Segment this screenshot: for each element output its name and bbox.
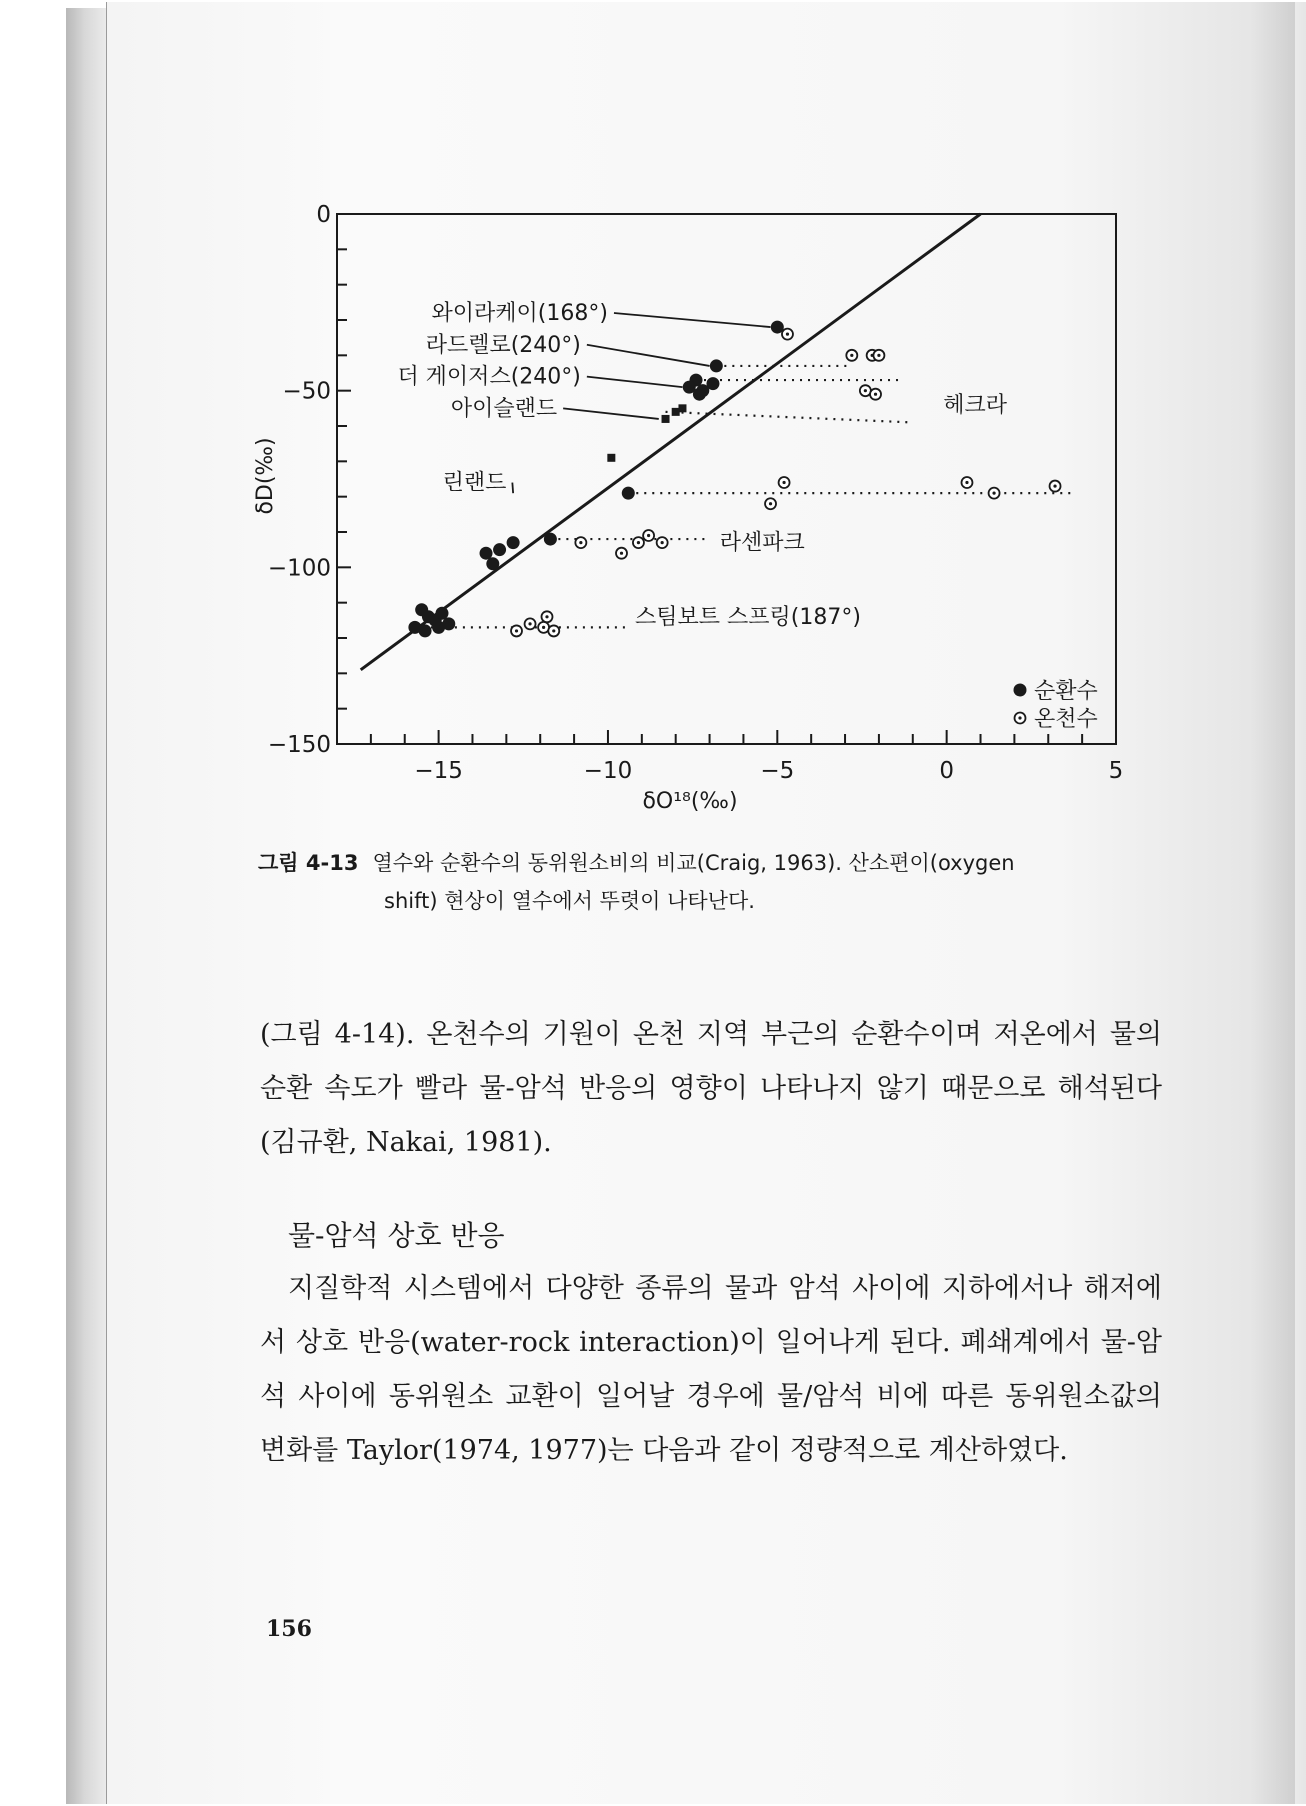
group-label: 헤크라 xyxy=(943,392,1008,418)
meteoric-point xyxy=(706,377,719,390)
thermal-point-center xyxy=(579,541,582,544)
legend xyxy=(1014,679,1098,732)
thermal-point-center xyxy=(782,481,785,484)
legend-label: 순환수 xyxy=(1034,679,1098,704)
meteoric-point xyxy=(710,359,723,372)
thermal-point-center xyxy=(545,615,548,618)
label-leader xyxy=(587,377,683,388)
y-tick-label: −50 xyxy=(282,378,331,405)
caption-number: 그림 4-13 xyxy=(258,851,359,875)
meteoric-point xyxy=(544,533,557,546)
y-tick-label: 0 xyxy=(316,202,331,228)
legend-marker xyxy=(1014,684,1027,697)
x-tick-label: −15 xyxy=(414,758,463,784)
group-label: 더 게이저스(240°) xyxy=(397,364,581,390)
thermal-point-center xyxy=(647,534,650,537)
thermal-point-center xyxy=(515,629,518,632)
meteoric-point xyxy=(415,603,428,616)
meteoric-point xyxy=(507,536,520,549)
group-label: 라센파크 xyxy=(719,530,805,556)
thermal-point-center xyxy=(874,393,877,396)
meteoric-point xyxy=(486,557,499,570)
label-leader xyxy=(614,313,771,327)
x-tick-label: 5 xyxy=(1108,758,1124,784)
meteoric-point xyxy=(493,543,506,556)
group-label: 린랜드 xyxy=(442,470,507,496)
group-label: 와이라케이(168°) xyxy=(431,301,608,326)
thermal-point-center xyxy=(528,622,531,625)
label-leader xyxy=(563,408,659,419)
isotope-scatter-chart xyxy=(0,0,1306,830)
thermal-point-center xyxy=(864,389,867,392)
x-tick-label: 0 xyxy=(939,758,954,784)
thermal-point-center xyxy=(542,626,545,629)
caption-line-2: shift) 현상이 열수에서 뚜렷이 나타난다. xyxy=(384,889,755,913)
page-number: 156 xyxy=(266,1616,312,1642)
y-axis-title: δD(‰) xyxy=(253,437,278,515)
paragraph-2: 지질학적 시스템에서 다양한 종류의 물과 암석 사이에 지하에서나 해저에서 상호 반응(water-rock interaction)이 일어나게 된다. 폐쇄계에서 물-암석 사이에 동위원소 교환이 일어날 경우에 물/암석 비에 따른 동위원소값의 변화를 Taylor(1974, 1977)는 다음과 같이 정량적으로 계산하였다. xyxy=(260,1273,1162,1466)
thermal-point-center xyxy=(877,354,880,357)
thermal-point-center xyxy=(850,354,853,357)
meteoric-square-point xyxy=(607,454,615,462)
legend-label: 온천수 xyxy=(1034,707,1098,732)
caption-line-1: 열수와 순환수의 동위원소비의 비교(Craig, 1963). 산소편이(oxygen xyxy=(372,851,1015,875)
thermal-point-center xyxy=(1053,484,1056,487)
thermal-point-center xyxy=(620,552,623,555)
paragraph-1: (그림 4-14). 온천수의 기원이 온천 지역 부근의 순환수이며 저온에서 물의 순환 속도가 빨라 물-암석 반응의 영향이 나타나지 않기 때문으로 해석된다(김규환, Nakai, 1981). xyxy=(260,1019,1162,1158)
figure-caption xyxy=(258,844,1158,920)
section-title: 물-암석 상호 반응 xyxy=(288,1219,505,1252)
label-leader xyxy=(587,345,710,366)
group-label: 아이슬랜드 xyxy=(450,396,558,422)
thermal-point-center xyxy=(552,629,555,632)
thermal-point-center xyxy=(992,492,995,495)
thermal-point-center xyxy=(637,541,640,544)
thermal-point-center xyxy=(965,481,968,484)
group-label: 라드렐로(240°) xyxy=(425,332,581,358)
x-tick-label: −5 xyxy=(760,758,795,784)
meteoric-point xyxy=(419,624,432,637)
x-axis-title: δO¹⁸(‰) xyxy=(642,789,738,814)
x-tick-label: −10 xyxy=(583,758,633,784)
meteoric-point xyxy=(435,607,448,620)
meteoric-water-line xyxy=(361,214,981,670)
thermal-point-center xyxy=(661,541,664,544)
meteoric-point xyxy=(693,388,706,401)
meteoric-square-point xyxy=(678,404,686,412)
meteoric-point xyxy=(622,487,635,500)
y-tick-label: −100 xyxy=(267,555,331,582)
y-tick-label: −150 xyxy=(267,732,331,758)
thermal-point-center xyxy=(786,333,789,336)
label-leader xyxy=(512,483,513,494)
meteoric-square-point xyxy=(662,415,670,423)
thermal-point-center xyxy=(769,502,772,505)
group-label: 스팀보트 스프링(187°) xyxy=(635,604,861,630)
legend-marker-center xyxy=(1018,716,1021,719)
